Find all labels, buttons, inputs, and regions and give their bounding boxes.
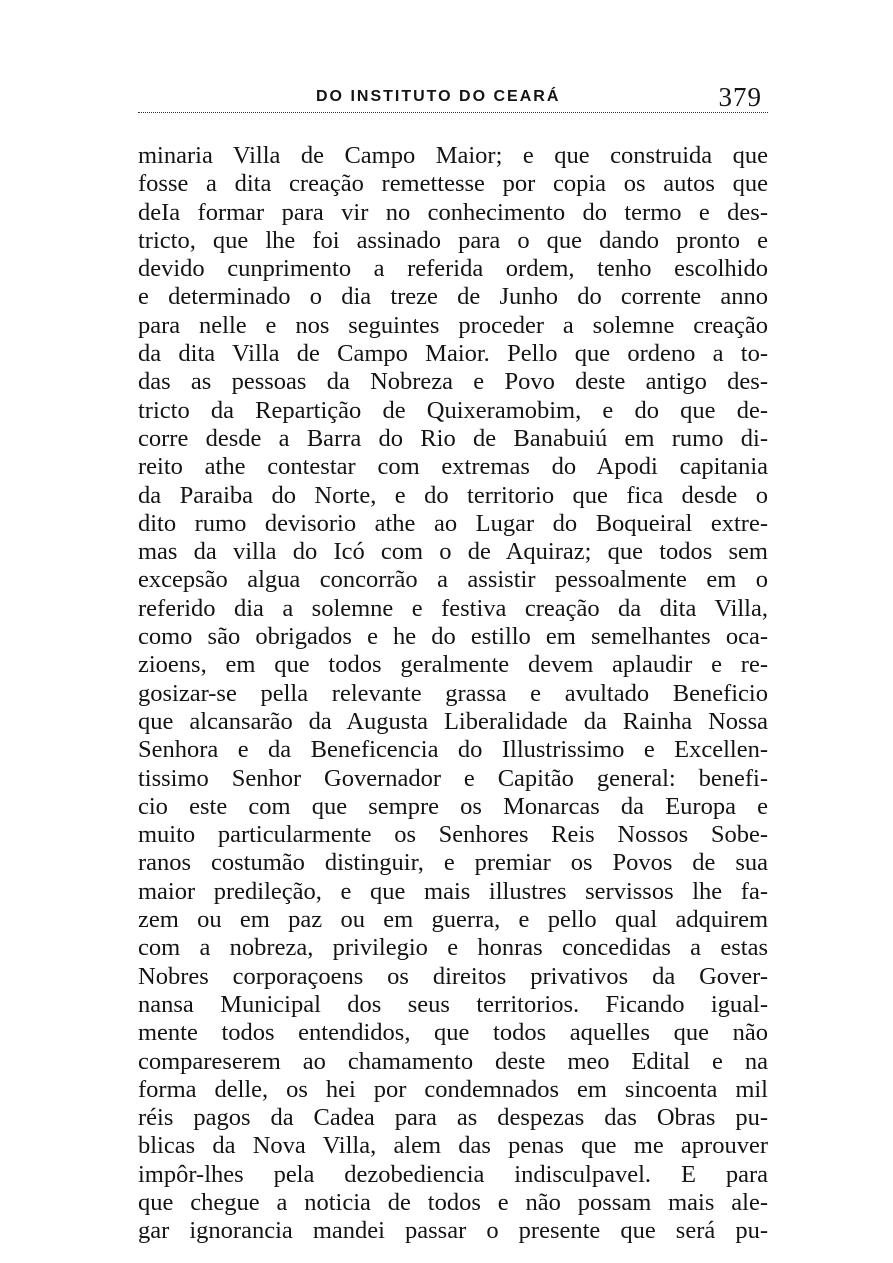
text-line: muito particularmente os Senhores Reis Nossos Sobe-	[138, 821, 768, 849]
text-line: que alcansarão da Augusta Liberalidade da Rainha Nossa	[138, 707, 768, 735]
text-line: tricto, que lhe foi assinado para o que dando pronto e	[138, 226, 768, 254]
text-line: forma delle, os hei por condemnados em sincoenta mil	[138, 1075, 768, 1103]
running-title: DO INSTITUTO DO CEARÁ	[316, 88, 561, 105]
text-line: reito athe contestar com extremas do Apodi capitania	[138, 453, 768, 481]
text-line: como são obrigados e he do estillo em semelhantes oca-	[138, 623, 768, 651]
text-line: mente todos entendidos, que todos aquelles que não	[138, 1019, 768, 1047]
text-line: com a nobreza, privilegio e honras concedidas a estas	[138, 934, 768, 962]
text-line: excepsão algua concorrão a assistir pessoalmente em o	[138, 566, 768, 594]
text-line: compareserem ao chamamento deste meo Edital e na	[138, 1047, 768, 1075]
text-line: ranos costumão distinguir, e premiar os Povos de sua	[138, 849, 768, 877]
text-line: Nobres corporaçoens os direitos privativos da Gover-	[138, 962, 768, 990]
text-line: Senhora e da Beneficencia do Illustrissimo e Excellen-	[138, 736, 768, 764]
text-line: zem ou em paz ou em guerra, e pello qual adquirem	[138, 906, 768, 934]
text-line: da dita Villa de Campo Maior. Pello que ordeno a to-	[138, 340, 768, 368]
text-line: nansa Municipal dos seus territorios. Ficando igual-	[138, 990, 768, 1018]
text-line: e determinado o dia treze de Junho do corrente anno	[138, 283, 768, 311]
text-line: impôr-lhes pela dezobediencia indisculpavel. E para	[138, 1160, 768, 1188]
text-line: deIa formar para vir no conhecimento do termo e des-	[138, 198, 768, 226]
text-line: corre desde a Barra do Rio de Banabuiú em rumo di-	[138, 424, 768, 452]
text-line: maior predileção, e que mais illustres servissos lhe fa-	[138, 877, 768, 905]
text-line: zioens, em que todos geralmente devem aplaudir e re-	[138, 651, 768, 679]
body-text	[138, 142, 768, 1246]
text-line: devido cunprimento a referida ordem, tenho escolhido	[138, 255, 768, 283]
text-line: dito rumo devisorio athe ao Lugar do Boqueiral extre-	[138, 509, 768, 537]
text-line: tricto da Repartição de Quixeramobim, e do que de-	[138, 396, 768, 424]
text-line: réis pagos da Cadea para as despezas das Obras pu-	[138, 1104, 768, 1132]
page-number: 379	[718, 82, 762, 112]
text-line: cio este com que sempre os Monarcas da Europa e	[138, 792, 768, 820]
text-line: referido dia a solemne e festiva creação da dita Villa,	[138, 594, 768, 622]
text-line: mas da villa do Icó com o de Aquiraz; que todos sem	[138, 538, 768, 566]
text-line: tissimo Senhor Governador e Capitão general: benefi-	[138, 764, 768, 792]
text-line: que chegue a noticia de todos e não possam mais ale-	[138, 1188, 768, 1216]
text-line: da Paraiba do Norte, e do territorio que fica desde o	[138, 481, 768, 509]
text-line: blicas da Nova Villa, alem das penas que me aprouver	[138, 1132, 768, 1160]
text-line: para nelle e nos seguintes proceder a solemne creação	[138, 311, 768, 339]
text-line: minaria Villa de Campo Maior; e que construida que	[138, 142, 768, 169]
text-line: gosizar-se pella relevante grassa e avultado Beneficio	[138, 679, 768, 707]
text-line: das as pessoas da Nobreza e Povo deste antigo des-	[138, 368, 768, 396]
text-line: fosse a dita creação remettesse por copia os autos que	[138, 170, 768, 198]
running-head	[138, 84, 768, 120]
header-rule	[138, 112, 768, 113]
text-line: gar ignorancia mandei passar o presente que será pu-	[138, 1217, 768, 1245]
